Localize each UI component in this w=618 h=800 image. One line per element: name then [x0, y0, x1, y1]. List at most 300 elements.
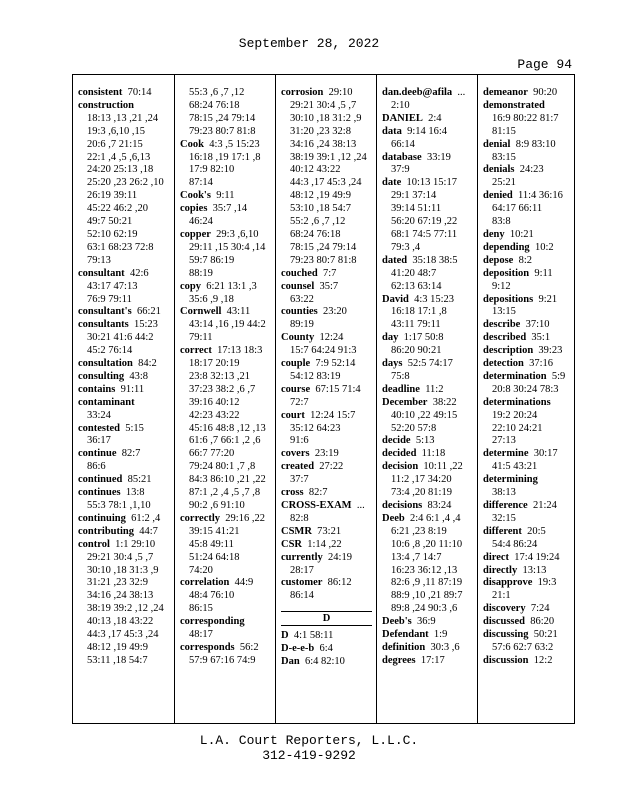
index-term: Cook's	[180, 190, 211, 202]
index-refs: 30:17	[533, 448, 558, 460]
index-refs: 1:17 50:8	[403, 332, 444, 344]
index-refs: 11:4 36:16	[518, 190, 563, 202]
index-term: continue	[78, 448, 117, 460]
index-refs-continuation: 73:4 ,20 81:19	[391, 487, 452, 499]
index-refs: 21:24	[532, 500, 557, 511]
index-refs: 5:15	[125, 422, 144, 434]
index-entry	[483, 100, 570, 113]
index-refs-continuation: 30:10 ,18 31:3 ,9	[87, 564, 159, 576]
index-term: consultation	[78, 358, 133, 370]
index-refs-continuation: 6:21 ,23 8:19	[391, 525, 447, 537]
index-refs: 36:9	[417, 616, 436, 628]
index-refs-continuation: 89:8 ,24 90:3 ,6	[391, 603, 458, 615]
index-term: disapprove	[483, 577, 533, 589]
index-entry	[281, 630, 372, 643]
index-term: Cornwell	[180, 306, 222, 318]
index-term: corresponding	[180, 616, 245, 628]
index-refs-continuation: 19:3 ,6,10 ,15	[87, 125, 146, 137]
index-refs-continuation: 38:13	[492, 487, 516, 499]
index-refs: 6:4	[319, 643, 333, 655]
index-refs-continuation: 48:4 76:10	[189, 590, 235, 602]
index-refs-continuation: 48:12 ,19 49:9	[290, 190, 351, 202]
index-column-5	[477, 75, 574, 723]
index-term: copy	[180, 280, 201, 292]
index-refs: 37:10	[525, 319, 550, 331]
index-refs: 2:4	[428, 112, 442, 124]
index-refs-continuation: 51:24 64:18	[189, 551, 240, 563]
index-entry	[483, 319, 570, 332]
index-entry	[180, 577, 271, 590]
index-entry	[281, 552, 372, 565]
index-refs-continuation: 31:20 ,23 32:8	[290, 125, 351, 137]
index-entry	[281, 268, 372, 281]
index-refs-continuation: 86:6	[87, 461, 106, 473]
index-refs: 39:23	[538, 345, 563, 357]
index-term: couched	[281, 267, 318, 279]
index-entry	[382, 152, 473, 165]
index-refs: 11:2	[425, 383, 444, 395]
index-term: contested	[78, 422, 120, 434]
index-refs-continuation: 25:20 ,23 26:2 ,10	[87, 177, 164, 189]
index-refs-continuation: 72:7	[290, 396, 309, 408]
index-term: determining	[483, 474, 538, 486]
index-refs-continuation: 24:20 25:13 ,18	[87, 164, 154, 176]
index-refs: 7:24	[530, 603, 550, 615]
index-column-1	[73, 75, 174, 723]
section-letter-heading: D	[281, 611, 372, 626]
index-refs: 9:11	[216, 190, 235, 202]
index-term: determine	[483, 448, 529, 460]
index-refs-continuation: 56:20 67:19 ,22	[391, 216, 458, 228]
index-entry	[382, 435, 473, 448]
index-column-2	[174, 75, 275, 723]
index-term: consultant's	[78, 306, 132, 318]
index-term: discussed	[483, 616, 526, 628]
index-term: deadline	[382, 383, 420, 395]
index-refs-continuation: 20:8 30:24 78:3	[492, 383, 559, 395]
index-refs-continuation: 55:2 ,6 ,7 ,12	[290, 216, 346, 228]
index-term: consultants	[78, 319, 129, 331]
index-refs: 82:7	[308, 487, 328, 499]
index-refs-continuation: 79:23 80:7 81:8	[189, 125, 256, 137]
index-refs: 42:6	[129, 267, 149, 279]
index-refs: 10:21	[509, 228, 534, 240]
index-refs-continuation: 52:10 62:19	[87, 228, 138, 240]
index-entry	[78, 306, 170, 319]
index-refs-continuation: 68:24 76:18	[290, 228, 341, 240]
index-term: degrees	[382, 654, 416, 666]
index-refs-continuation: 89:19	[290, 319, 314, 331]
index-entry	[78, 539, 170, 552]
index-refs: 1:14 ,22	[307, 538, 342, 550]
index-refs-continuation: 78:15 ,24 79:14	[290, 241, 357, 253]
index-entry	[483, 526, 570, 539]
index-refs: 90:20	[533, 87, 558, 98]
index-term: County	[281, 332, 315, 344]
index-term: days	[382, 358, 403, 370]
index-term: database	[382, 151, 422, 163]
index-entry	[382, 113, 473, 126]
index-term: corrosion	[281, 87, 324, 98]
index-term: decision	[382, 461, 419, 473]
index-entry	[483, 616, 570, 629]
index-term: counsel	[281, 280, 315, 292]
index-entry	[78, 384, 170, 397]
index-refs-continuation: 75:8	[391, 370, 410, 382]
index-term: discussing	[483, 629, 529, 641]
index-refs: 83:24	[427, 500, 452, 511]
index-term: deny	[483, 228, 505, 240]
index-refs-continuation: 17:9 82:10	[189, 164, 235, 176]
index-entry	[483, 190, 570, 203]
index-entry	[180, 139, 271, 152]
index-entry	[483, 332, 570, 345]
index-entry	[382, 332, 473, 345]
index-refs-continuation: 39:15 41:21	[189, 525, 240, 537]
index-refs-continuation: 91:6	[290, 435, 309, 447]
index-refs-continuation: 29:21 30:4 ,5 ,7	[87, 551, 154, 563]
index-refs: 67:15 71:4	[315, 383, 361, 395]
index-entry	[180, 203, 271, 216]
index-entry	[281, 526, 372, 539]
index-refs: 6:4 82:10	[304, 656, 345, 668]
index-refs-continuation: 74:20	[189, 564, 213, 576]
index-term: continuing	[78, 512, 126, 524]
index-refs-continuation: 9:12	[492, 280, 511, 292]
index-refs: 10:13 15:17	[406, 177, 457, 189]
index-entry	[281, 487, 372, 500]
index-term: deposition	[483, 267, 530, 279]
index-refs: 35:1	[531, 332, 551, 344]
index-refs-continuation: 38:19 39:2 ,12 ,24	[87, 603, 164, 615]
index-column-4	[376, 75, 477, 723]
index-term: dan.deeb@afila	[382, 87, 453, 98]
index-term: different	[483, 525, 522, 537]
index-refs-continuation: 39:14 51:11	[391, 203, 442, 215]
index-refs: 70:14	[127, 87, 152, 98]
index-refs-continuation: 16:18 ,19 17:1 ,8	[189, 151, 261, 163]
index-refs-continuation: 62:13 63:14	[391, 280, 442, 292]
index-entry	[281, 281, 372, 294]
index-refs-continuation: 45:2 76:14	[87, 345, 133, 357]
index-entry	[483, 603, 570, 616]
index-term: counties	[281, 306, 318, 318]
index-term: denials	[483, 164, 515, 176]
index-term: directly	[483, 564, 518, 576]
index-refs-continuation: 83:15	[492, 151, 516, 163]
index-refs-continuation: 37:23 38:2 ,6 ,7	[189, 383, 256, 395]
index-entry	[78, 87, 170, 100]
index-term: data	[382, 125, 402, 137]
index-entry	[180, 642, 271, 655]
index-refs-continuation: 79:24 80:1 ,7 ,8	[189, 461, 256, 473]
index-term: D	[281, 630, 289, 642]
index-entry	[483, 242, 570, 255]
index-entry	[78, 371, 170, 384]
index-refs-continuation: 29:11 ,15 30:4 ,14	[189, 241, 266, 253]
index-term: day	[382, 332, 399, 344]
index-refs-continuation: 79:3 ,4	[391, 241, 421, 253]
index-refs-continuation: 13:4 ,7 14:7	[391, 551, 442, 563]
index-refs-continuation: 39:16 40:12	[189, 396, 240, 408]
header-date: September 28, 2022	[238, 36, 380, 51]
index-refs-continuation: 21:1	[492, 590, 511, 602]
index-entry	[483, 139, 570, 152]
index-refs: 43:8	[129, 370, 149, 382]
index-refs-continuation: 63:22	[290, 293, 314, 305]
index-refs-continuation: 22:1 ,4 ,5 ,6,13	[87, 151, 151, 163]
index-refs: 35:7 ,14	[212, 203, 248, 215]
index-refs-continuation: 55:3 78:1 ,1,10	[87, 500, 151, 511]
index-term: copies	[180, 203, 208, 215]
index-entry	[382, 397, 473, 410]
index-term: customer	[281, 577, 323, 589]
index-refs: 23:20	[323, 306, 347, 318]
index-entry	[382, 513, 473, 526]
index-refs: 86:12	[327, 577, 352, 589]
index-refs: 44:9	[234, 577, 254, 589]
index-refs: 5:9	[551, 370, 566, 382]
index-refs-continuation: 66:7 77:20	[189, 448, 235, 460]
index-entry	[382, 358, 473, 371]
index-term: difference	[483, 500, 528, 511]
index-refs-continuation: 49:7 50:21	[87, 216, 133, 228]
index-refs: 37:16	[529, 358, 553, 370]
index-refs-continuation: 86:15	[189, 603, 213, 615]
index-refs-continuation: 90:2 ,6 91:10	[189, 500, 245, 511]
index-refs: 44:7	[139, 525, 158, 537]
index-entry	[78, 526, 170, 539]
index-refs: 33:19	[426, 151, 451, 163]
index-refs-continuation: 37:9	[391, 164, 410, 176]
index-entry	[180, 513, 271, 526]
index-refs-continuation: 34:16 ,24 38:13	[290, 138, 357, 150]
index-entry	[483, 294, 570, 307]
index-refs: 8:9 83:10	[515, 138, 556, 150]
index-refs-continuation: 55:3 ,6 ,7 ,12	[189, 87, 245, 98]
index-refs-continuation: 40:12 43:22	[290, 164, 341, 176]
index-refs-continuation: 18:13 ,13 ,21 ,24	[87, 112, 159, 124]
index-refs: 29:3 ,6,10	[216, 228, 259, 240]
index-term: Deeb's	[382, 616, 412, 628]
index-term: contributing	[78, 525, 135, 537]
index-refs-continuation: 86:20 90:21	[391, 345, 442, 357]
index-term: Defendant	[382, 629, 429, 641]
index-refs-continuation: 86:14	[290, 590, 314, 602]
index-term: CROSS-EXAM	[281, 500, 352, 511]
footer-company: L.A. Court Reporters, L.L.C.	[199, 733, 419, 748]
index-refs-continuation: 53:10 ,18 54:7	[290, 203, 351, 215]
index-refs-continuation: 52:20 57:8	[391, 422, 437, 434]
index-entry	[78, 358, 170, 371]
index-refs-continuation: 30:10 ,18 31:2 ,9	[290, 112, 362, 124]
index-refs-continuation: 46:24	[189, 216, 213, 228]
index-term: depending	[483, 241, 530, 253]
index-refs: 17:17	[420, 654, 445, 666]
index-term: construction	[78, 99, 134, 111]
index-refs: 4:3 15:23	[414, 293, 455, 305]
index-term: CSMR	[281, 525, 312, 537]
index-refs-continuation: 68:1 74:5 77:11	[391, 228, 458, 240]
index-refs: 29:10	[328, 87, 353, 98]
index-refs-continuation: 13:15	[492, 306, 516, 318]
index-term: correct	[180, 345, 212, 357]
index-term: description	[483, 345, 534, 357]
index-entry	[180, 345, 271, 358]
index-refs: 1:9	[433, 629, 448, 641]
index-entry	[483, 655, 570, 668]
index-entry	[483, 629, 570, 642]
index-entry	[281, 358, 372, 371]
index-term: Cook	[180, 138, 204, 150]
index-entry	[382, 384, 473, 397]
index-refs: 11:18	[421, 448, 446, 460]
index-term: describe	[483, 319, 521, 331]
index-refs: 56:2	[239, 641, 259, 653]
index-entry	[382, 655, 473, 668]
index-entry	[180, 281, 271, 294]
index-refs-continuation: 35:6 ,9 ,18	[189, 293, 234, 305]
index-refs: 35:7	[319, 280, 339, 292]
index-term: course	[281, 383, 311, 395]
index-entry	[180, 229, 271, 242]
index-term: covers	[281, 448, 310, 460]
index-refs-continuation: 48:17	[189, 629, 213, 641]
index-refs: 8:2	[518, 254, 533, 266]
index-refs-continuation: 40:13 ,18 43:22	[87, 616, 154, 628]
index-refs-continuation: 87:14	[189, 177, 213, 189]
index-entry	[281, 643, 372, 656]
index-refs-continuation: 19:2 20:24	[492, 409, 538, 421]
index-refs-continuation: 48:12 ,19 49:9	[87, 641, 148, 653]
index-refs-continuation: 87:1 ,2 ,4 ,5 ,7 ,8	[189, 487, 261, 499]
index-entry	[382, 255, 473, 268]
index-refs-continuation: 41:5 43:21	[492, 461, 538, 473]
index-entry	[78, 319, 170, 332]
index-refs-continuation: 26:19 39:11	[87, 190, 138, 202]
index-refs-continuation: 54:4 86:24	[492, 538, 538, 550]
index-refs-continuation: 57:6 62:7 63:2	[492, 641, 554, 653]
index-term: corresponds	[180, 641, 235, 653]
index-term: decided	[382, 448, 417, 460]
index-refs: 12:24	[319, 332, 344, 344]
index-refs-continuation: 11:2 ,17 34:20	[391, 474, 452, 486]
index-entry	[281, 500, 372, 513]
index-refs-continuation: 79:23 80:7 81:8	[290, 254, 357, 266]
index-refs: 6:21 13:1 ,3	[206, 280, 257, 292]
index-term: consulting	[78, 370, 125, 382]
index-refs-continuation: 53:11 ,18 54:7	[87, 654, 148, 666]
index-refs-continuation: 31:21 ,23 32:9	[87, 577, 148, 589]
index-refs-continuation: 16:9 80:22 81:7	[492, 112, 559, 124]
index-refs-continuation: 45:16 48:8 ,12 ,13	[189, 422, 266, 434]
index-term: correlation	[180, 577, 230, 589]
index-term: demeanor	[483, 87, 528, 98]
index-refs: 4:3 ,5 15:23	[209, 138, 260, 150]
index-refs: 82:7	[121, 448, 141, 460]
index-refs: 9:21	[538, 293, 558, 305]
index-refs: 15:23	[134, 319, 158, 331]
index-term: cross	[281, 487, 304, 499]
index-term: D-e-e-b	[281, 643, 315, 655]
index-entry	[483, 87, 570, 100]
index-entry	[382, 629, 473, 642]
index-refs-continuation: 88:19	[189, 267, 213, 279]
index-refs: 7:7	[323, 267, 337, 279]
index-term: decisions	[382, 500, 423, 511]
index-refs: 12:24 15:7	[310, 409, 356, 421]
index-refs: 66:21	[136, 306, 161, 318]
index-entry	[483, 358, 570, 371]
index-refs-continuation: 41:20 48:7	[391, 267, 437, 279]
index-refs-continuation: 36:17	[87, 435, 111, 447]
index-entry	[180, 616, 271, 629]
index-term: copper	[180, 228, 211, 240]
index-refs-continuation: 84:3 86:10 ,21 ,22	[189, 474, 266, 486]
index-refs: 10:11 ,22	[423, 461, 463, 473]
index-entry	[382, 461, 473, 474]
index-refs: 5:13	[415, 435, 435, 447]
index-refs: 10:2	[534, 241, 554, 253]
index-refs: 73:21	[317, 525, 342, 537]
index-refs-continuation: 22:10 24:21	[492, 422, 543, 434]
index-refs-continuation: 42:23 43:22	[189, 409, 240, 421]
index-entry	[281, 332, 372, 345]
index-term: CSR	[281, 538, 303, 550]
index-entry	[78, 100, 170, 113]
index-refs-continuation: 37:7	[290, 474, 309, 486]
index-refs-continuation: 43:17 47:13	[87, 280, 138, 292]
index-refs-continuation: 40:10 ,22 49:15	[391, 409, 458, 421]
index-term: dated	[382, 254, 408, 266]
index-term: depositions	[483, 293, 534, 305]
index-term: date	[382, 177, 402, 189]
footer	[0, 733, 618, 763]
index-refs: 85:21	[127, 474, 152, 486]
index-entry	[382, 294, 473, 307]
index-entry	[78, 448, 170, 461]
index-term: discussion	[483, 654, 529, 666]
index-refs-continuation: 16:23 36:12 ,13	[391, 564, 458, 576]
index-term: consultant	[78, 267, 125, 279]
index-refs-continuation: 44:3 ,17 45:3 ,24	[87, 629, 159, 641]
index-refs-continuation: 43:11 79:11	[391, 319, 441, 331]
index-refs-continuation: 76:9 79:11	[87, 293, 132, 305]
index-refs: 35:18 38:5	[412, 254, 458, 266]
index-refs: 4:1 58:11	[293, 630, 334, 642]
index-refs-continuation: 79:13	[87, 254, 111, 266]
index-refs: 12:2	[533, 654, 553, 666]
footer-phone: 312-419-9292	[262, 748, 356, 763]
index-entry	[382, 616, 473, 629]
index-refs: 29:16 ,22	[225, 512, 265, 524]
index-term: December	[382, 396, 428, 408]
index-refs: 84:2	[138, 358, 157, 370]
index-entry	[281, 448, 372, 461]
index-term: created	[281, 461, 315, 473]
index-term: continues	[78, 487, 121, 499]
index-term: contaminant	[78, 396, 135, 408]
index-term: determination	[483, 370, 547, 382]
index-entry	[382, 126, 473, 139]
index-refs-continuation: 32:15	[492, 512, 516, 524]
index-entry	[78, 423, 170, 436]
index-refs: 50:21	[533, 629, 558, 641]
index-entry	[281, 384, 372, 397]
index-entry	[483, 448, 570, 461]
index-refs-continuation: 64:17 66:11	[492, 203, 543, 215]
index-entry	[281, 577, 372, 590]
